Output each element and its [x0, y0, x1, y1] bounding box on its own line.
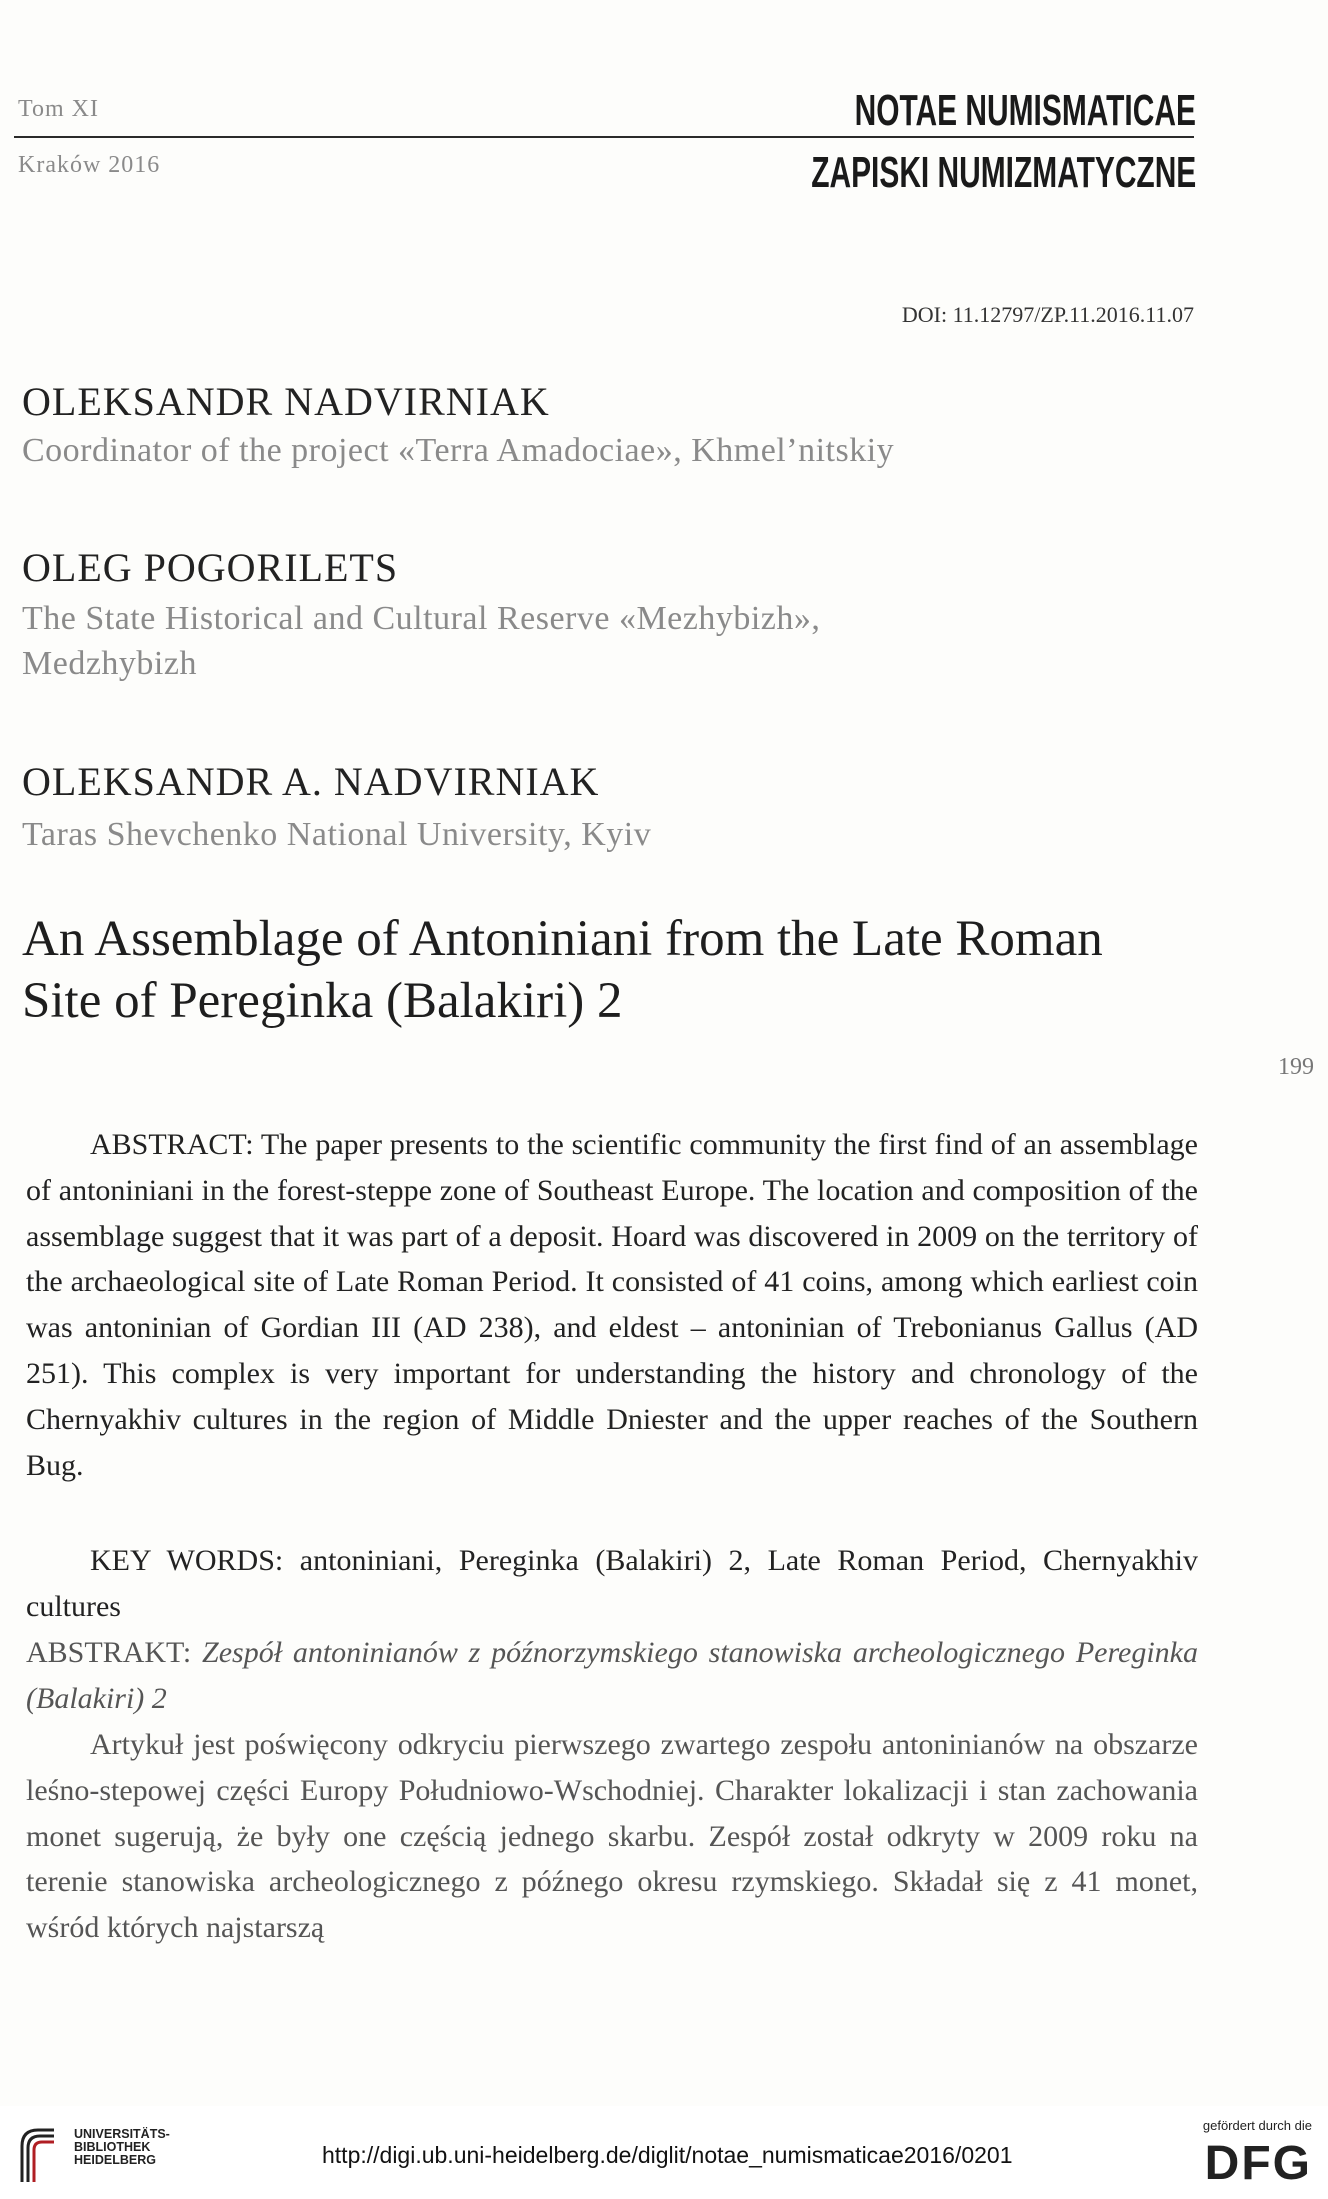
author-name: OLEKSANDR A. NADVIRNIAK	[22, 759, 600, 804]
page-number: 199	[1278, 1054, 1314, 1080]
library-name-line: BIBLIOTHEK	[74, 2140, 151, 2154]
author-affiliation: Coordinator of the project «Terra Amadociae», Khmel’nitskiy	[22, 432, 895, 469]
polish-abstract-paragraph: Artykuł jest poświęcony odkryciu pierwszego zwartego zespołu antoninianów na obszarze leśno-stepowej części Europy Południowo-Wschodniej. Charakter lokalizacji i stan zachowania monet sugerują, że były one częścią jednego skarbu. Zespół został odkryty w 2009 roku na terenie stanowiska archeologicznego z późnego okresu rzymskiego. Składał się z 41 monet, wśród których najstarszą	[26, 1728, 1198, 1945]
author-affiliation: The State Historical and Cultural Reserve «Mezhybizh», Medzhybizh	[22, 600, 821, 682]
doi-label: DOI: 11.12797/ZP.11.2016.11.07	[901, 302, 1194, 327]
place-year-label: Kraków 2016	[18, 152, 161, 178]
dfg-logo: DFG	[1204, 2137, 1312, 2190]
polish-abstract-heading	[26, 1630, 1198, 1722]
funded-by-label: gefördert durch die	[1202, 2118, 1312, 2133]
library-name-line: UNIVERSITÄTS-	[74, 2127, 170, 2141]
author-name: OLEKSANDR NADVIRNIAK	[22, 379, 550, 424]
author-name: OLEG POGORILETS	[22, 545, 399, 590]
header-rule	[14, 136, 1194, 138]
article-title: An Assemblage of Antoniniani from the Late Roman Site of Pereginka (Balakiri) 2	[22, 911, 1103, 1029]
author-affiliation: Taras Shevchenko National University, Kyiv	[22, 816, 652, 853]
keywords-paragraph: KEY WORDS: antoniniani, Pereginka (Balakiri) 2, Late Roman Period, Chernyakhiv cultures	[26, 1544, 1198, 1623]
abstract-paragraph: ABSTRACT: The paper presents to the scientific community the first find of an assemblage of antoniniani in the forest-steppe zone of Southeast Europe. The location and composition of the assemblage suggest that it was part of a deposit. Hoard was discovered in 2009 on the territory of the archaeological site of Late Roman Period. It consisted of 41 coins, among which earliest coin was antoninian of Gordian III (AD 238), and eldest – antoninian of Trebonianus Gallus (AD 251). This complex is very important for understanding the history and chronology of the Chernyakhiv cultures in the region of Middle Dniester and the upper reaches of the Southern Bug.	[26, 1128, 1198, 1482]
library-logo-icon	[18, 2126, 58, 2184]
polish-abstract-label: ABSTRAKT:	[26, 1636, 203, 1669]
journal-title-latin: NOTAE NUMISMATICAE	[854, 86, 1196, 135]
digitization-url-link[interactable]: http://digi.ub.uni-heidelberg.de/diglit/notae_numismaticae2016/0201	[322, 2142, 1013, 2168]
polish-abstract-title: Zespół antoninianów z późnorzymskiego stanowiska archeologicznego Pereginka (Balakiri) 2	[26, 1636, 1198, 1715]
library-name-line: HEIDELBERG	[74, 2153, 156, 2167]
journal-title-polish: ZAPISKI NUMIZMATYCZNE	[810, 148, 1196, 197]
library-name	[74, 2128, 170, 2167]
volume-label: Tom XI	[18, 96, 99, 122]
